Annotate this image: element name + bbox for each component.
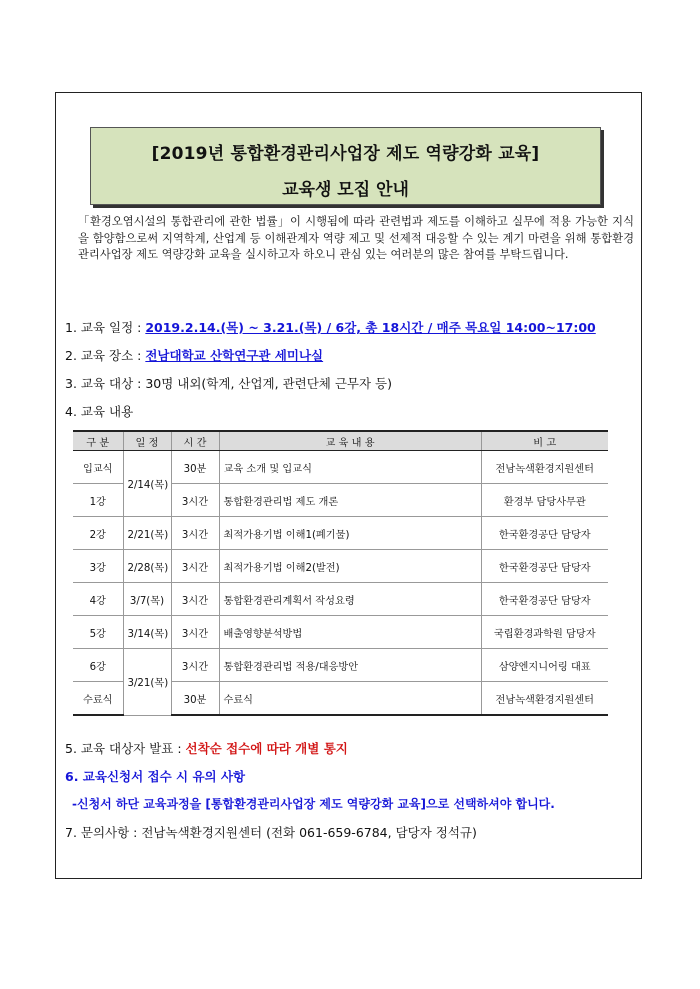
schedule-label: 1. 교육 일정 :	[65, 320, 146, 335]
document-subtitle: 교육생 모집 안내	[282, 180, 409, 200]
title-banner	[90, 127, 601, 205]
cell-content: 배출영향분석방법	[219, 616, 481, 649]
table-row	[73, 517, 608, 550]
item-announcement	[65, 739, 348, 757]
item-contact: 7. 문의사항 : 전남녹색환경지원센터 (전화 061-659-6784, 담당자 정석규)	[65, 825, 477, 840]
cell-note: 한국환경공단 담당자	[481, 517, 608, 550]
table-row	[73, 583, 608, 616]
cell-content: 통합환경관리법 적용/대응방안	[219, 649, 481, 682]
cell-date: 2/21(목)	[123, 517, 171, 550]
cell-time: 3시간	[171, 550, 219, 583]
cell-division: 1강	[73, 484, 123, 517]
cell-division: 4강	[73, 583, 123, 616]
header-time: 시 간	[171, 431, 219, 451]
cell-note: 전남녹색환경지원센터	[481, 682, 608, 716]
table-row	[73, 451, 608, 484]
cell-time: 3시간	[171, 649, 219, 682]
cell-note: 환경부 담당사무관	[481, 484, 608, 517]
cell-division: 입교식	[73, 451, 123, 484]
cell-division: 6강	[73, 649, 123, 682]
header-content: 교 육 내 용	[219, 431, 481, 451]
cell-time: 30분	[171, 451, 219, 484]
schedule-table	[73, 430, 608, 716]
document-title: [2019년 통합환경관리사업장 제도 역량강화 교육]	[151, 144, 540, 164]
cell-content: 교육 소개 및 입교식	[219, 451, 481, 484]
item-caution-title: 6. 교육신청서 접수 시 유의 사항	[65, 769, 246, 784]
cell-division: 2강	[73, 517, 123, 550]
cell-date: 3/7(목)	[123, 583, 171, 616]
table-header-row	[73, 431, 608, 451]
cell-time: 3시간	[171, 517, 219, 550]
cell-note: 국립환경과학원 담당자	[481, 616, 608, 649]
place-label: 2. 교육 장소 :	[65, 348, 146, 363]
cell-content: 최적가용기법 이해1(폐기물)	[219, 517, 481, 550]
header-date: 일 정	[123, 431, 171, 451]
table-row	[73, 616, 608, 649]
cell-division: 3강	[73, 550, 123, 583]
item-place	[65, 346, 323, 364]
cell-time: 3시간	[171, 583, 219, 616]
cell-time: 30분	[171, 682, 219, 716]
cell-content: 통합환경관리계획서 작성요령	[219, 583, 481, 616]
intro-paragraph: 「환경오염시설의 통합관리에 관한 법률」이 시행됨에 따라 관련법과 제도를 이해하고 실무에 적용 가능한 지식을 함양함으로써 지역학계, 산업계 등 이해관계자 역량 제고 및 선제적 대응할 수 있는 계기 마련을 위해 통합환경관리사업장 제도 역량강화 교육을 실시하고자 하오니 관심 있는 여러분의 많은 참여를 부탁드립니다.	[78, 215, 634, 261]
cell-time: 3시간	[171, 484, 219, 517]
cell-division: 5강	[73, 616, 123, 649]
cell-note: 전남녹색환경지원센터	[481, 451, 608, 484]
header-note: 비 고	[481, 431, 608, 451]
cell-time: 3시간	[171, 616, 219, 649]
announce-label: 5. 교육 대상자 발표 :	[65, 741, 186, 756]
announce-value: 선착순 접수에 따라 개별 통지	[185, 741, 348, 756]
table-row	[73, 649, 608, 682]
cell-content: 최적가용기법 이해2(발전)	[219, 550, 481, 583]
cell-date: 2/14(목)	[123, 451, 171, 517]
item-content-label: 4. 교육 내용	[65, 404, 134, 419]
cell-date: 2/28(목)	[123, 550, 171, 583]
item-schedule	[65, 318, 596, 336]
table-row	[73, 550, 608, 583]
cell-note: 삼양엔지니어링 대표	[481, 649, 608, 682]
cell-date: 3/21(목)	[123, 649, 171, 716]
cell-date: 3/14(목)	[123, 616, 171, 649]
cell-note: 한국환경공단 담당자	[481, 550, 608, 583]
cell-note: 한국환경공단 담당자	[481, 583, 608, 616]
place-value: 전남대학교 산학연구관 세미나실	[145, 348, 324, 363]
header-division: 구 분	[73, 431, 123, 451]
item-caution-text: -신청서 하단 교육과정을 [통합환경관리사업장 제도 역량강화 교육]으로 선택하셔야 합니다.	[72, 797, 555, 811]
cell-content: 통합환경관리법 제도 개론	[219, 484, 481, 517]
cell-division: 수료식	[73, 682, 123, 716]
schedule-value: 2019.2.14.(목) ~ 3.21.(목) / 6강, 총 18시간 / 매주 목요일 14:00~17:00	[145, 320, 596, 335]
item-target: 3. 교육 대상 : 30명 내외(학계, 산업계, 관련단체 근무자 등)	[65, 376, 393, 391]
cell-content: 수료식	[219, 682, 481, 716]
